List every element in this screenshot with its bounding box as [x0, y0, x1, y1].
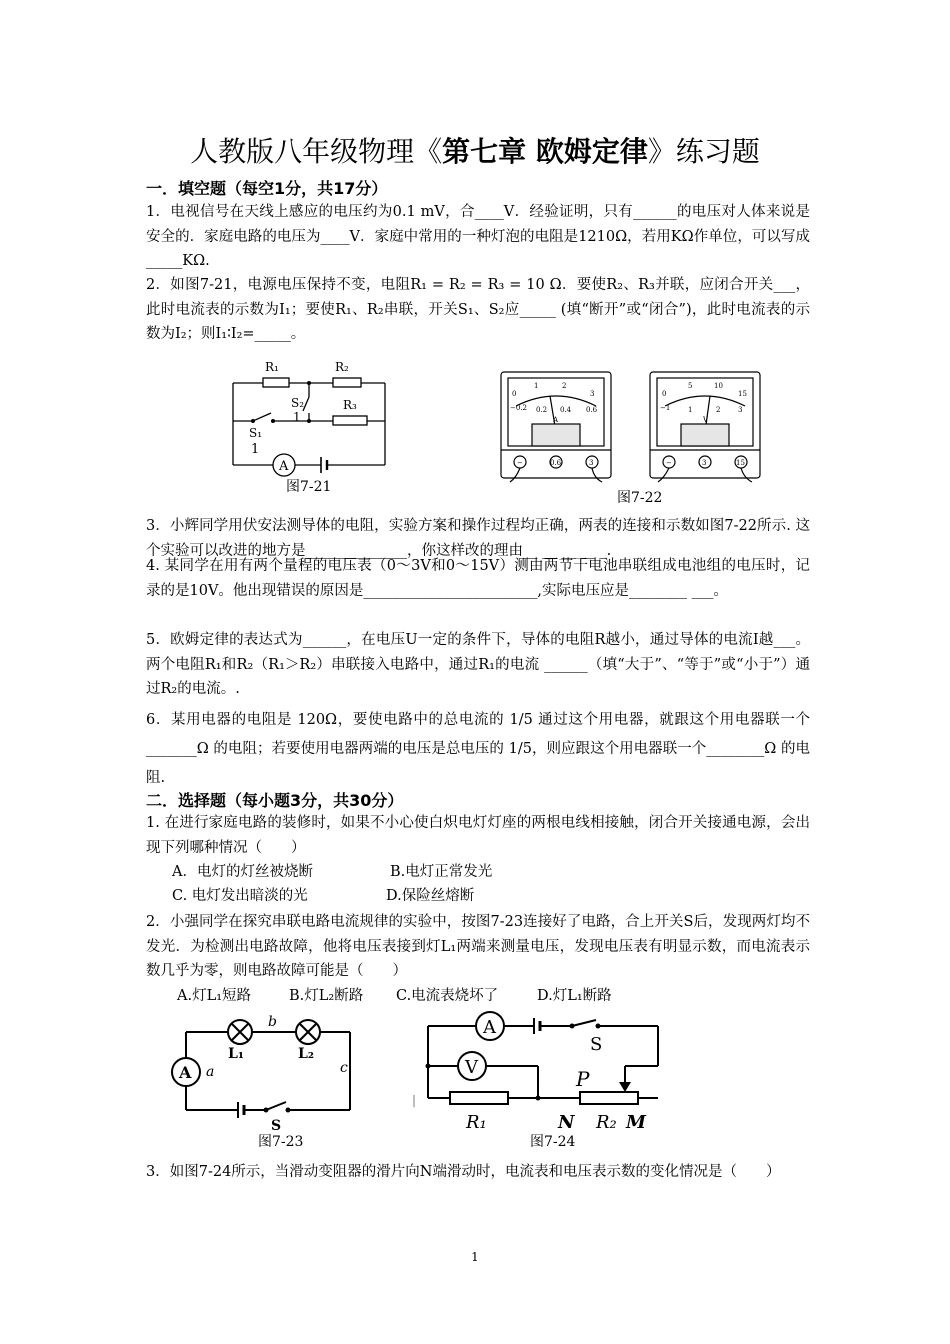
voltmeter-scale-5: 5: [688, 382, 693, 390]
label-l2: L₂: [298, 1046, 314, 1062]
ammeter-label: A: [279, 459, 289, 474]
c2-option-a: A.灯L₁短路: [177, 988, 252, 1004]
label-s1: S₁: [249, 426, 263, 440]
title-suffix: 》练习题: [647, 135, 760, 168]
ammeter-terminal-neg: −: [517, 459, 523, 467]
voltmeter-label-24: V: [465, 1057, 478, 1078]
section-heading-choice: 二．选择题（每小题3分，共30分）: [146, 791, 404, 810]
voltmeter-scale-15: 15: [738, 390, 747, 398]
label-l1: L₁: [228, 1046, 244, 1062]
ammeter-sub-0: 0.2: [536, 406, 548, 414]
figure-7-23-circuit: [168, 1012, 363, 1134]
label-n: N: [558, 1112, 575, 1133]
voltmeter-scale-0: 0: [662, 390, 667, 398]
question-6: 6．某用电器的电阻是 120Ω，要使电路中的总电流的 1/5 通过这个用电器，就跟这个用电器联一个_______Ω 的电阻；若要使用电器两端的电压是总电压的 1/5，则应跟这个用电器联一个________Ω 的电阻.: [146, 712, 810, 786]
voltmeter-unit: V: [703, 416, 709, 424]
voltmeter-sub-1: 1: [688, 406, 693, 414]
ammeter-terminal-3: 3: [589, 459, 594, 467]
label-s2: S₂: [291, 396, 305, 410]
switch-s-24: [572, 1020, 596, 1026]
figure-7-24-caption: 图7-24: [530, 1134, 576, 1150]
page-title: [0, 130, 950, 170]
c1-option-d: D.保险丝熔断: [386, 888, 475, 904]
choice-question-3: 3．如图7-24所示，当滑动变阻器的滑片向N端滑动时，电流表和电压表示数的变化情况是（ ）: [146, 1164, 781, 1180]
label-r2: R₂: [335, 360, 349, 374]
ammeter-scale-3: 3: [590, 390, 595, 398]
resistor-r2: [333, 378, 361, 387]
figure-7-22-meters: [498, 370, 768, 485]
question-3: 3．小辉同学用伏安法测导体的电阻，实验方案和操作过程均正确，两表的连接和示数如图7-22所示. 这个实验可以改进的地方是______________，你这样改的理由__ __ __ __ _.: [146, 518, 810, 559]
label-p: P: [576, 1067, 590, 1091]
voltmeter-terminal-neg: −: [666, 459, 672, 467]
title-prefix: 人教版八年级物理《: [190, 135, 443, 168]
c1-option-b: B.电灯正常发光: [390, 864, 493, 880]
label-s-23: S: [271, 1118, 282, 1134]
label-m: M: [626, 1112, 646, 1133]
point-b: b: [268, 1014, 277, 1030]
label-r1: R₁: [265, 360, 279, 374]
figure-7-21-caption: 图7-21: [286, 479, 332, 495]
ammeter-scale-0: 0: [512, 390, 517, 398]
question-5: 5．欧姆定律的表达式为______，在电压U一定的条件下，导体的电阻R越小，通过导体的电流I越___。两个电阻R₁和R₂（R₁＞R₂）串联接入电路中，通过R₁的电流 ______（填“大于”、“等于”或“小于”）通过R₂的电流。.: [146, 632, 810, 697]
c1-option-a: A．电灯的灯丝被烧断: [172, 864, 313, 880]
label-r2-24: R₂: [596, 1112, 617, 1133]
c2-option-b: B.灯L₂断路: [289, 988, 364, 1004]
ammeter-label-24: A: [483, 1017, 496, 1038]
question-2: 2．如图7-21，电源电压保持不变，电阻R₁ = R₂ = R₃ = 10 Ω．要使R₂、R₃并联，应闭合开关___，此时电流表的示数为I₁；要使R₁、R₂串联，开关S₁、S₂应_____ (填“断开”或“闭合”)，此时电流表的示数为I₂；则I₁∶I₂=_____。: [146, 277, 810, 342]
ammeter-minus: −0.2: [510, 404, 527, 412]
figure-7-24-circuit: [410, 1008, 670, 1136]
label-r1-24: R₁: [466, 1112, 487, 1133]
label-s-24: S: [590, 1034, 603, 1055]
resistor-r3: [333, 416, 367, 425]
label-s2-num: 1: [293, 410, 301, 424]
c2-option-d: D.灯L₁断路: [537, 988, 612, 1004]
section-heading-fill: 一．填空题（每空1分，共17分）: [146, 179, 388, 198]
slider-p-arrow: [619, 1082, 631, 1092]
voltmeter-terminal-3: 3: [702, 459, 707, 467]
question-4: 4. 某同学在用有两个量程的电压表（0～3V和0～15V）测由两节干电池串联组成电池组的电压时，记录的是10V。他出现错误的原因是________________________,实际电压应是________ ___。: [146, 558, 810, 599]
ammeter-scale-2: 2: [562, 382, 567, 390]
c1-option-c: C. 电灯发出暗淡的光: [172, 888, 308, 904]
ammeter-terminal-06: 0.6: [550, 459, 562, 467]
voltmeter-sub-3: 3: [738, 406, 743, 414]
switch-s1: [253, 413, 271, 421]
resistor-r1: [263, 378, 289, 387]
choice-question-2: 2．小强同学在探究串联电路电流规律的实验中，按图7-23连接好了电路，合上开关S后，发现两灯均不发光．为检测出电路故障，他将电压表接到灯L₁两端来测量电压，发现电压表有明显示数，而电流表示数几乎为零，则电路故障可能是（ ）: [146, 914, 810, 979]
title-bold: 第七章 欧姆定律: [442, 135, 648, 168]
voltmeter-scale-10: 10: [714, 382, 723, 390]
ammeter-scale-1: 1: [534, 382, 539, 390]
ammeter-label-23: A: [179, 1063, 192, 1082]
rheostat-r2: [580, 1092, 638, 1104]
figure-7-23-caption: 图7-23: [258, 1134, 304, 1150]
ammeter-unit: A: [553, 416, 559, 424]
question-1: 1．电视信号在天线上感应的电压约为0.1 mV，合____V．经验证明，只有______的电压对人体来说是安全的．家庭电路的电压为____V．家庭中常用的一种灯泡的电阻是1210Ω，若用KΩ作单位，可以写成_____KΩ.: [146, 204, 810, 269]
figure-7-21-circuit: [225, 355, 395, 495]
label-s1-num: 1: [251, 442, 260, 457]
resistor-r1-24: [450, 1092, 508, 1104]
switch-s-23: [266, 1102, 286, 1110]
ammeter-sub-2: 0.6: [586, 406, 598, 414]
label-r3: R₃: [343, 398, 357, 412]
voltmeter-sub-2: 2: [716, 406, 721, 414]
voltmeter-terminal-15: 15: [736, 459, 745, 467]
point-c: c: [340, 1060, 348, 1076]
page-number: 1: [471, 1250, 479, 1264]
c2-option-c: C.电流表烧坏了: [396, 988, 499, 1004]
choice-question-1: 1. 在进行家庭电路的装修时，如果不小心使白炽电灯灯座的两根电线相接触，闭合开关接通电源，会出现下列哪种情况（ ）: [146, 815, 810, 856]
ammeter-sub-1: 0.4: [560, 406, 572, 414]
point-a: a: [206, 1064, 215, 1080]
stray-mark: |: [412, 1093, 417, 1107]
figure-7-22-caption: 图7-22: [617, 490, 663, 506]
voltmeter-minus: −1: [660, 404, 671, 412]
